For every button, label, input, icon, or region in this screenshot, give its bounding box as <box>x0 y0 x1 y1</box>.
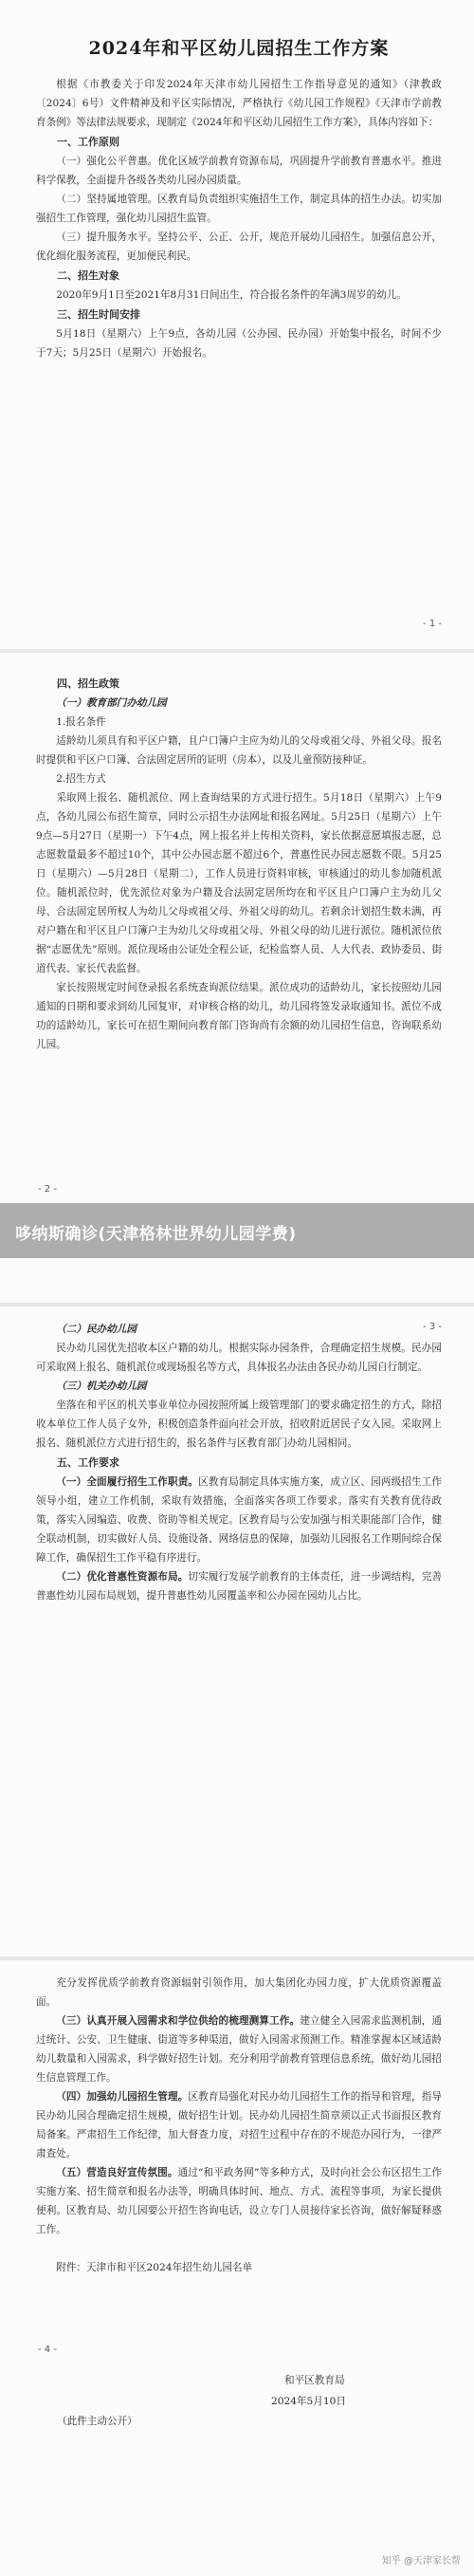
source-watermark: 知乎 @天津家长帮 <box>381 2556 461 2567</box>
page-number: - 1 - <box>423 619 442 629</box>
requirement-1-lead: （一）全面履行招生工作职责。 <box>56 1476 199 1488</box>
overlay-banner-text: 哆纳斯确诊(天津格林世界幼儿园学费) <box>15 1225 297 1244</box>
requirement-4-body: 区教育局强化对民办幼儿园招生工作的指导和管理，指导民办幼儿园合理确定招生规模，做好招生计划。民办幼儿园招生简章须以正式书面报区教育局备案。严肃招生工作纪律，加大督查力度，对招生过程中存在的不规范办园行为，一律严肃查处。 <box>36 2091 443 2159</box>
page-number: - 4 - <box>38 2344 57 2355</box>
requirement-5-body: 通过“和平政务网”等多种方式，及时向社会公布区招生工作实施方案、招生简章和报名办法等，明确具体时间、地点、方式、流程等事项，为家长提供便利。区教育局、幼儿园要公开招生咨询电话，设立专门人员接待家长咨询，做好解疑释惑工作。 <box>36 2167 442 2235</box>
issuer-organization: 和平区教育局 <box>284 2375 345 2386</box>
issue-date: 2024年5月10日 <box>271 2396 346 2407</box>
section-heading-requirements: 五、工作要求 <box>57 1456 119 1469</box>
intro-paragraph: 根据《市教委关于印发2024年天津市幼儿园招生工作指导意见的通知》（津教政〔2024〕6号）文件精神及和平区实际情况，严格执行《幼儿园工作规程》《天津市学前教育条例》等法律法规要求，现制定《2024年和平区幼儿园招生工作方案》，具体内容如下： <box>36 79 442 128</box>
subsection-edu-kindergarten: （一）教育部门办幼儿园 <box>56 697 167 709</box>
item-enrollment-method: 2.招生方式 <box>56 773 106 785</box>
principle-1: （一）强化公平普惠。优化区域学前教育资源布局，巩固提升学前教育普惠水平。推进科学保教，全面提升各级各类幼儿园办园质量。 <box>36 156 442 186</box>
requirement-2 <box>36 1567 442 1605</box>
section-heading-targets: 二、招生对象 <box>57 269 119 282</box>
requirement-4 <box>36 2087 442 2163</box>
principle-2: （二）坚持属地管理。区教育局负责组织实施招生工作，制定具体的招生办法。切实加强招生工作管理，强化幼儿园招生监管。 <box>36 194 442 224</box>
document-page-1 <box>0 0 474 653</box>
requirement-5-lead: （五）营造良好宣传氛围。 <box>56 2167 178 2178</box>
enrollment-method-paragraph: 采取网上报名、随机派位、网上查询结果的方式进行招生。5月18日（星期六）上午9点，各幼儿园公布招生简章，同时公示招生办法网址和报名网址。5月25日（星期六）上午9点—5月27日（星期一）下午4点，网上报名并上传相关资料，家长依据意愿填报志愿，总志愿数量最多不超过10个，其中公办园志愿不超过6个，普惠性民办园志愿数不限。5月25日（星期六）—5月28日（星期二），工作人员进行资料审核，审核通过的幼儿参加随机派位。随机派位时，优先派位对象为户籍及合法固定居所均在和平区且户口簿户主为幼儿父母、合法固定居所权人为幼儿父母或祖父母、外祖父母的幼儿。若剩余计划招生数未满，再对户籍在和平区且户口簿户主为幼儿父母或祖父母、外祖父母的幼儿进行派位。随机派位依据“志愿优先”原则。派位现场由公证处全程公证，纪检监察人员、人大代表、政协委员、街道代表、家长代表监督。 <box>36 792 442 974</box>
result-query-paragraph: 家长按照规定时间登录报名系统查询派位结果。派位成功的适龄幼儿，家长按照幼儿园通知的日期和要求到幼儿园复审，对审核合格的幼儿，幼儿园将签发录取通知书。派位不成功的适龄幼儿，家长可在招生期间向教育部门咨询尚有余额的幼儿园招生信息，咨询联系幼儿园。 <box>36 982 442 1050</box>
subsection-agency-kindergarten: （三）机关办幼儿园 <box>56 1381 147 1392</box>
private-kindergarten-paragraph: 民办幼儿园优先招收本区户籍的幼儿。根据实际办园条件，合理确定招生规模。民办园可采取网上报名、随机派位或现场报名等方式，具体报名办法由各民办幼儿园自行制定。 <box>36 1343 442 1373</box>
requirement-4-lead: （四）加强幼儿园招生管理。 <box>56 2091 189 2103</box>
requirement-1-body: 区教育局制定具体实施方案，成立区、园两级招生工作领导小组，建立工作机制，采取有效措施，全面落实各项工作要求。落实有关教育优待政策，落实入园编造、收费、资助等相关规定。区教育局与公安加强与相关职能部门合作，健全联动机制，切实做好人员、设施设备、网络信息的保障，加强幼儿园报名工作期间综合保障工作，确保招生工作平稳有序进行。 <box>36 1476 442 1564</box>
document-title: 2024年和平区幼儿园招生工作方案 <box>88 38 390 59</box>
principle-3: （三）提升服务水平。坚持公平、公正、公开，规范开展幼儿园招生。加强信息公开，优化细化服务流程，更加便民利民。 <box>36 232 442 262</box>
requirement-3-body: 建立健全入园需求监测机制，通过统计、公安、卫生健康、街道等多种渠道，做好入园需求预测工作。精准掌握本区域适龄幼儿数量和入园需求，科学做好招生计划。充分利用学前教育管理信息系统，做好幼儿园招生信息管理工作。 <box>36 2015 443 2084</box>
requirement-3-lead: （三）认真开展入园需求和学位供给的梳理测算工作。 <box>56 2015 301 2027</box>
subsection-private-kindergarten: （二）民办幼儿园 <box>56 1324 137 1335</box>
section-heading-schedule: 三、招生时间安排 <box>57 308 140 321</box>
requirement-5 <box>36 2163 442 2239</box>
requirement-2-lead: （二）优化普惠性资源布局。 <box>56 1571 189 1583</box>
document-page-4 <box>0 1960 474 2576</box>
requirement-1 <box>36 1473 442 1567</box>
document-page-3 <box>0 1307 474 1960</box>
requirement-2-continued: 充分发挥优质学前教育资源辐射引领作用，加大集团化办园力度，扩大优质资源覆盖面。 <box>36 1977 442 2008</box>
section-heading-policy: 四、招生政策 <box>57 677 119 690</box>
public-disclosure-note: （此件主动公开） <box>57 2416 137 2427</box>
section-heading-principles: 一、工作原则 <box>57 136 119 148</box>
page-number: - 3 - <box>423 1322 442 1332</box>
annex-line: 附件：天津市和平区2024年招生幼儿园名单 <box>56 2262 253 2273</box>
agency-kindergarten-paragraph: 坐落在和平区的机关事业单位办园按照所属上级管理部门的要求确定招生的方式，除招收本单位工作人员子女外，积极创造条件面向社会开放，招收附近居民子女入园。采取网上报名、随机派位方式进行招生的，报名条件与区教育部门办幼儿园相同。 <box>36 1399 442 1449</box>
schedule-paragraph: 5月18日（星期六）上午9点，各幼儿园（公办园、民办园）开始集中报名，时间不少于7天；5月25日（星期六）开始报名。 <box>36 328 442 359</box>
page-number: - 2 - <box>38 1184 57 1195</box>
requirement-2-body: 切实履行发展学前教育的主体责任，进一步调结构，完善普惠性幼儿园布局规划，提升普惠性幼儿园覆盖率和公办园在园幼儿占比。 <box>36 1571 443 1602</box>
registration-conditions-paragraph: 适龄幼儿须具有和平区户籍，且户口簿户主应为幼儿的父母或祖父母、外祖父母。报名时提供和平区户口簿、合法固定居所的证明（房本），以及儿童预防接种证。 <box>36 735 442 766</box>
item-registration-conditions: 1.报名条件 <box>56 716 106 728</box>
targets-paragraph: 2020年9月1日至2021年8月31日间出生，符合报名条件的年满3周岁的幼儿。 <box>56 289 407 301</box>
requirement-3 <box>36 2011 442 2087</box>
